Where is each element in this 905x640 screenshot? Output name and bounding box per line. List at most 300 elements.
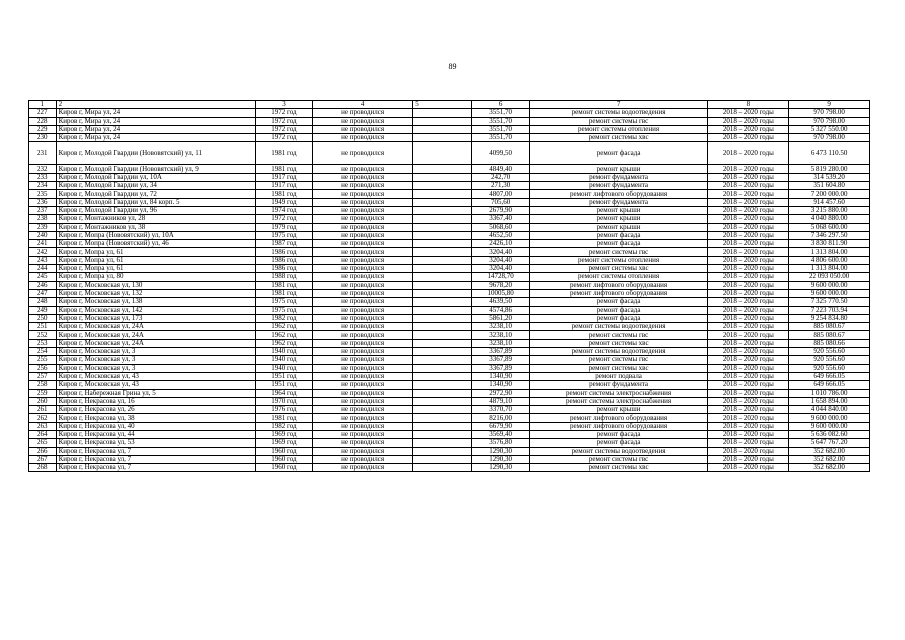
table-cell bbox=[413, 190, 472, 198]
table-cell: 248 bbox=[29, 298, 57, 306]
table-row bbox=[29, 414, 870, 422]
table-cell bbox=[413, 173, 472, 181]
table-cell: 1 bbox=[29, 101, 57, 109]
table-cell: 2018 – 2020 годы bbox=[708, 198, 789, 206]
table-cell: 7 200 000.00 bbox=[789, 190, 870, 198]
table-cell: 243 bbox=[29, 256, 57, 264]
table-cell bbox=[413, 323, 472, 331]
table-row bbox=[29, 223, 870, 231]
table-cell bbox=[413, 356, 472, 364]
table-cell: 265 bbox=[29, 439, 57, 447]
table-cell: 4849,40 bbox=[472, 165, 529, 173]
table-cell: 2018 – 2020 годы bbox=[708, 298, 789, 306]
table-cell: не проводился bbox=[313, 406, 413, 414]
table-cell: 4879,10 bbox=[472, 397, 529, 405]
table-cell: 3367,89 bbox=[472, 356, 529, 364]
table-row bbox=[29, 364, 870, 372]
table-cell: 1975 год bbox=[255, 298, 312, 306]
table-cell: 252 bbox=[29, 331, 57, 339]
table-cell: 1969 год bbox=[255, 430, 312, 438]
table-cell: 1969 год bbox=[255, 439, 312, 447]
table-cell: 2 bbox=[56, 101, 255, 109]
table-cell: 3370,70 bbox=[472, 406, 529, 414]
table-cell: 5861,20 bbox=[472, 314, 529, 322]
table-cell bbox=[413, 117, 472, 125]
table-cell: 5 636 082.60 bbox=[789, 430, 870, 438]
table-cell: не проводился bbox=[313, 414, 413, 422]
table-cell: 1 313 804.00 bbox=[789, 265, 870, 273]
table-cell: 4 040 880.00 bbox=[789, 215, 870, 223]
table-cell: не проводился bbox=[313, 223, 413, 231]
table-cell bbox=[413, 422, 472, 430]
table-cell: 5 819 280.00 bbox=[789, 165, 870, 173]
table-cell: 2426,10 bbox=[472, 240, 529, 248]
table-cell bbox=[413, 165, 472, 173]
table-cell: 3551,70 bbox=[472, 109, 529, 117]
table-cell: ремонт системы хвс bbox=[529, 464, 708, 472]
table-cell: 260 bbox=[29, 397, 57, 405]
table-cell: 3576,80 bbox=[472, 439, 529, 447]
table-cell: 2018 – 2020 годы bbox=[708, 381, 789, 389]
table-cell: 4 044 840.00 bbox=[789, 406, 870, 414]
table-cell: ремонт крыши bbox=[529, 223, 708, 231]
table-cell: не проводился bbox=[313, 464, 413, 472]
table-row bbox=[29, 265, 870, 273]
table-cell: 230 bbox=[29, 134, 57, 142]
table-row bbox=[29, 381, 870, 389]
table-cell: 885 080.67 bbox=[789, 331, 870, 339]
table-cell: 1975 год bbox=[255, 306, 312, 314]
table-cell: Киров г, Московская ул, 3 bbox=[56, 364, 255, 372]
table-cell: 232 bbox=[29, 165, 57, 173]
table-cell: 1982 год bbox=[255, 314, 312, 322]
table-cell: 1974 год bbox=[255, 206, 312, 214]
table-cell: ремонт фасада bbox=[529, 314, 708, 322]
table-cell: 2018 – 2020 годы bbox=[708, 364, 789, 372]
table-cell: не проводился bbox=[313, 182, 413, 190]
table-row bbox=[29, 190, 870, 198]
table-cell: 264 bbox=[29, 430, 57, 438]
table-cell: 259 bbox=[29, 389, 57, 397]
table-cell: Киров г, Мопра (Нововятский) ул, 10А bbox=[56, 231, 255, 239]
table-cell: ремонт системы гвс bbox=[529, 356, 708, 364]
table-cell: не проводился bbox=[313, 439, 413, 447]
table-cell: 2018 – 2020 годы bbox=[708, 455, 789, 463]
table-cell: не проводился bbox=[313, 298, 413, 306]
table-cell: Киров г, Московская ул, 132 bbox=[56, 289, 255, 297]
table-row bbox=[29, 240, 870, 248]
table-cell: 3204,40 bbox=[472, 265, 529, 273]
table-cell: Киров г, Московская ул, 24А bbox=[56, 339, 255, 347]
table-row bbox=[29, 306, 870, 314]
table-row bbox=[29, 298, 870, 306]
table-cell: 2018 – 2020 годы bbox=[708, 356, 789, 364]
table-row bbox=[29, 356, 870, 364]
table-row bbox=[29, 372, 870, 380]
table-row bbox=[29, 331, 870, 339]
table-cell: 2018 – 2020 годы bbox=[708, 372, 789, 380]
table-cell: Киров г, Мира ул, 24 bbox=[56, 117, 255, 125]
table-cell: 1917 год bbox=[255, 182, 312, 190]
table-row bbox=[29, 125, 870, 133]
table-cell: 4 bbox=[313, 101, 413, 109]
table-cell: 1 658 894.00 bbox=[789, 397, 870, 405]
table-cell: 1976 год bbox=[255, 406, 312, 414]
table-cell: 1972 год bbox=[255, 215, 312, 223]
table-cell: ремонт системы хвс bbox=[529, 339, 708, 347]
table-cell: 351 604.80 bbox=[789, 182, 870, 190]
table-cell: не проводился bbox=[313, 455, 413, 463]
table-cell: не проводился bbox=[313, 397, 413, 405]
table-cell: 2018 – 2020 годы bbox=[708, 182, 789, 190]
table-cell bbox=[413, 348, 472, 356]
table-cell: ремонт фундамента bbox=[529, 173, 708, 181]
table-cell: не проводился bbox=[313, 389, 413, 397]
table-cell: не проводился bbox=[313, 447, 413, 455]
table-row bbox=[29, 256, 870, 264]
table-cell: Киров г, Некрасова ул, 44 bbox=[56, 430, 255, 438]
table-cell: 1988 год bbox=[255, 273, 312, 281]
table-cell: 2018 – 2020 годы bbox=[708, 273, 789, 281]
table-cell: 2018 – 2020 годы bbox=[708, 248, 789, 256]
page-number: 89 bbox=[448, 62, 457, 71]
table-cell: Киров г, Московская ул, 138 bbox=[56, 298, 255, 306]
table-cell: ремонт системы гвс bbox=[529, 455, 708, 463]
table-cell: 241 bbox=[29, 240, 57, 248]
table-cell: 1951 год bbox=[255, 372, 312, 380]
table-cell: 970 798.00 bbox=[789, 109, 870, 117]
table-row bbox=[29, 389, 870, 397]
table-cell: 2018 – 2020 годы bbox=[708, 331, 789, 339]
table-cell: 2018 – 2020 годы bbox=[708, 339, 789, 347]
table-cell: не проводился bbox=[313, 289, 413, 297]
table-cell: Киров г, Московская ул, 173 bbox=[56, 314, 255, 322]
table-cell: 1960 год bbox=[255, 455, 312, 463]
table-cell: 235 bbox=[29, 190, 57, 198]
table-row bbox=[29, 206, 870, 214]
table-row bbox=[29, 281, 870, 289]
table-cell bbox=[413, 223, 472, 231]
table-cell: 253 bbox=[29, 339, 57, 347]
table-cell: 705,60 bbox=[472, 198, 529, 206]
table-body bbox=[29, 101, 870, 472]
table-cell: не проводился bbox=[313, 165, 413, 173]
table-cell: 920 556.60 bbox=[789, 356, 870, 364]
table-cell: 22 093 050.00 bbox=[789, 273, 870, 281]
table-cell: ремонт системы электроснабжения bbox=[529, 389, 708, 397]
table-cell bbox=[413, 273, 472, 281]
table-cell: 2018 – 2020 годы bbox=[708, 439, 789, 447]
table-cell: не проводился bbox=[313, 231, 413, 239]
table-cell bbox=[413, 265, 472, 273]
table-cell: 257 bbox=[29, 372, 57, 380]
table-cell: ремонт системы хвс bbox=[529, 364, 708, 372]
table-cell: 314 539.20 bbox=[789, 173, 870, 181]
table-cell: 1981 год bbox=[255, 414, 312, 422]
table-cell: 1972 год bbox=[255, 109, 312, 117]
table-cell: Киров г, Московская ул, 24А bbox=[56, 323, 255, 331]
table-cell: 649 666.05 bbox=[789, 381, 870, 389]
table-cell: 649 666.05 bbox=[789, 372, 870, 380]
table-cell: 1987 год bbox=[255, 240, 312, 248]
table-cell: Киров г, Мопра ул, 61 bbox=[56, 256, 255, 264]
table-cell: 352 682.00 bbox=[789, 455, 870, 463]
table-cell: 246 bbox=[29, 281, 57, 289]
table-cell: 2018 – 2020 годы bbox=[708, 464, 789, 472]
table-cell: 256 bbox=[29, 364, 57, 372]
table-cell: 970 798.00 bbox=[789, 117, 870, 125]
table-cell: 234 bbox=[29, 182, 57, 190]
table-cell: Киров г, Молодой Гвардии (Нововятский) ул, 11 bbox=[56, 142, 255, 165]
table-cell: Киров г, Московская ул, 43 bbox=[56, 381, 255, 389]
table-row bbox=[29, 142, 870, 165]
table-cell: 1981 год bbox=[255, 165, 312, 173]
table-row bbox=[29, 273, 870, 281]
table-cell: 2018 – 2020 годы bbox=[708, 125, 789, 133]
table-cell: 5 327 550.00 bbox=[789, 125, 870, 133]
table-cell: 2679,90 bbox=[472, 206, 529, 214]
table-cell: 4652,50 bbox=[472, 231, 529, 239]
table-cell: Киров г, Монтажников ул, 28 bbox=[56, 215, 255, 223]
table-cell: 5 647 767.20 bbox=[789, 439, 870, 447]
table-cell: Киров г, Некрасова ул, 40 bbox=[56, 422, 255, 430]
header-row bbox=[29, 101, 870, 109]
table-cell: 1340,90 bbox=[472, 381, 529, 389]
table-cell: Киров г, Мопра (Нововятский) ул, 46 bbox=[56, 240, 255, 248]
table-cell: ремонт лифтового оборудования bbox=[529, 190, 708, 198]
table-cell: 5 bbox=[413, 101, 472, 109]
table-row bbox=[29, 231, 870, 239]
table-cell: Киров г, Мопра ул, 61 bbox=[56, 265, 255, 273]
table-cell: не проводился bbox=[313, 364, 413, 372]
table-cell: 1972 год bbox=[255, 117, 312, 125]
table-row bbox=[29, 447, 870, 455]
table-cell: не проводился bbox=[313, 240, 413, 248]
table-cell: 9 254 834.80 bbox=[789, 314, 870, 322]
table-cell: 247 bbox=[29, 289, 57, 297]
table-cell: 9 600 000.00 bbox=[789, 281, 870, 289]
table-cell: 1981 год bbox=[255, 190, 312, 198]
table-cell: не проводился bbox=[313, 248, 413, 256]
table-cell: 262 bbox=[29, 414, 57, 422]
table-cell: 2972,90 bbox=[472, 389, 529, 397]
table-cell: 3367,89 bbox=[472, 364, 529, 372]
table-cell: 1290,30 bbox=[472, 455, 529, 463]
table-cell: 2018 – 2020 годы bbox=[708, 281, 789, 289]
table-cell: 1975 год bbox=[255, 231, 312, 239]
table-cell: 261 bbox=[29, 406, 57, 414]
table-cell: 3204,40 bbox=[472, 256, 529, 264]
table-cell: 8 bbox=[708, 101, 789, 109]
table-cell: 242,70 bbox=[472, 173, 529, 181]
table-cell: ремонт лифтового оборудования bbox=[529, 414, 708, 422]
table-cell: Киров г, Некрасова ул, 53 bbox=[56, 439, 255, 447]
table-cell: Киров г, Мира ул, 24 bbox=[56, 109, 255, 117]
table-cell: не проводился bbox=[313, 372, 413, 380]
table-row bbox=[29, 323, 870, 331]
table-cell: 2018 – 2020 годы bbox=[708, 206, 789, 214]
table-cell: 970 798.00 bbox=[789, 134, 870, 142]
table-cell: 258 bbox=[29, 381, 57, 389]
table-cell: ремонт лифтового оборудования bbox=[529, 422, 708, 430]
table-cell: 240 bbox=[29, 231, 57, 239]
table-cell: 2018 – 2020 годы bbox=[708, 306, 789, 314]
table-cell: Киров г, Московская ул, 3 bbox=[56, 356, 255, 364]
table-cell: 7 bbox=[529, 101, 708, 109]
table-row bbox=[29, 397, 870, 405]
table-cell: Киров г, Молодой Гвардии (Нововятский) ул, 9 bbox=[56, 165, 255, 173]
table-cell: ремонт фасада bbox=[529, 142, 708, 165]
table-cell: 885 080.67 bbox=[789, 323, 870, 331]
table-cell: Киров г, Мопра ул, 80 bbox=[56, 273, 255, 281]
table-cell: не проводился bbox=[313, 117, 413, 125]
table-cell bbox=[413, 314, 472, 322]
table-cell: ремонт системы гвс bbox=[529, 331, 708, 339]
table-cell: 3551,70 bbox=[472, 134, 529, 142]
table-cell: 1340,90 bbox=[472, 372, 529, 380]
table-row bbox=[29, 117, 870, 125]
table-cell: не проводился bbox=[313, 190, 413, 198]
table-cell: ремонт фасада bbox=[529, 439, 708, 447]
table-cell: 2018 – 2020 годы bbox=[708, 134, 789, 142]
table-cell: ремонт системы отопления bbox=[529, 273, 708, 281]
table-cell: Киров г, Некрасова ул, 26 bbox=[56, 406, 255, 414]
table-cell bbox=[413, 198, 472, 206]
table-cell: 1949 год bbox=[255, 198, 312, 206]
table-row bbox=[29, 314, 870, 322]
table-cell: не проводился bbox=[313, 339, 413, 347]
table-cell: 4639,50 bbox=[472, 298, 529, 306]
table-cell: Киров г, Молодой Гвардии ул, 96 bbox=[56, 206, 255, 214]
table-cell: Киров г, Некрасова ул, 7 bbox=[56, 455, 255, 463]
table-cell bbox=[413, 125, 472, 133]
table-cell: 4574,86 bbox=[472, 306, 529, 314]
table-cell: Киров г, Молодой Гвардии ул, 10А bbox=[56, 173, 255, 181]
table-cell: 2018 – 2020 годы bbox=[708, 314, 789, 322]
table-cell: 1986 год bbox=[255, 256, 312, 264]
table-cell: 1986 год bbox=[255, 265, 312, 273]
table-cell bbox=[413, 414, 472, 422]
table-cell: ремонт системы водоотведения bbox=[529, 348, 708, 356]
table-row bbox=[29, 215, 870, 223]
table-cell: 263 bbox=[29, 422, 57, 430]
table-cell: Киров г, Некрасова ул, 7 bbox=[56, 447, 255, 455]
table-cell: 9 bbox=[789, 101, 870, 109]
table-cell: 3367,89 bbox=[472, 348, 529, 356]
table-cell: Киров г, Молодой Гвардии ул, 72 bbox=[56, 190, 255, 198]
table-cell: 1917 год bbox=[255, 173, 312, 181]
table-cell: Киров г, Некрасова ул, 16 bbox=[56, 397, 255, 405]
table-cell: 2018 – 2020 годы bbox=[708, 447, 789, 455]
table-cell: 2018 – 2020 годы bbox=[708, 348, 789, 356]
table-cell: ремонт фундамента bbox=[529, 381, 708, 389]
table-cell: 255 bbox=[29, 356, 57, 364]
table-cell: 3238,10 bbox=[472, 339, 529, 347]
table-cell: 1986 год bbox=[255, 248, 312, 256]
table-cell: не проводился bbox=[313, 306, 413, 314]
table-cell: 2018 – 2020 годы bbox=[708, 117, 789, 125]
table-cell: 7 346 297.50 bbox=[789, 231, 870, 239]
table-cell: 238 bbox=[29, 215, 57, 223]
table-cell: 2018 – 2020 годы bbox=[708, 430, 789, 438]
table-row bbox=[29, 455, 870, 463]
table-row bbox=[29, 348, 870, 356]
table-cell: 914 457.60 bbox=[789, 198, 870, 206]
table-cell: 271,30 bbox=[472, 182, 529, 190]
table-cell bbox=[413, 339, 472, 347]
table-cell: 236 bbox=[29, 198, 57, 206]
table-cell bbox=[413, 430, 472, 438]
table-cell: 2018 – 2020 годы bbox=[708, 240, 789, 248]
table-cell: ремонт системы отопления bbox=[529, 256, 708, 264]
table-cell: не проводился bbox=[313, 215, 413, 223]
table-cell: 1982 год bbox=[255, 422, 312, 430]
table-cell: 2018 – 2020 годы bbox=[708, 414, 789, 422]
table-cell: ремонт системы водоотведения bbox=[529, 109, 708, 117]
table-cell: 5 068 600.00 bbox=[789, 223, 870, 231]
table-cell: 6679,90 bbox=[472, 422, 529, 430]
table-cell: 14728,70 bbox=[472, 273, 529, 281]
table-cell: не проводился bbox=[313, 198, 413, 206]
table-cell: 268 bbox=[29, 464, 57, 472]
table-cell: не проводился bbox=[313, 125, 413, 133]
table-cell bbox=[413, 298, 472, 306]
table-cell: 3569,40 bbox=[472, 430, 529, 438]
table-cell: 254 bbox=[29, 348, 57, 356]
table-cell: 1290,30 bbox=[472, 464, 529, 472]
table-cell: 4807,00 bbox=[472, 190, 529, 198]
table-cell: ремонт крыши bbox=[529, 165, 708, 173]
table-cell: 920 556.60 bbox=[789, 348, 870, 356]
table-cell: 9678,20 bbox=[472, 281, 529, 289]
table-cell bbox=[413, 381, 472, 389]
table-cell: ремонт системы гвс bbox=[529, 248, 708, 256]
table-row bbox=[29, 173, 870, 181]
table-cell: Киров г, Набережная Грина ул, 5 bbox=[56, 389, 255, 397]
table-cell bbox=[413, 206, 472, 214]
table-cell: 3 830 811.90 bbox=[789, 240, 870, 248]
table-cell: 231 bbox=[29, 142, 57, 165]
table-cell bbox=[413, 240, 472, 248]
table-cell: 2018 – 2020 годы bbox=[708, 406, 789, 414]
table-cell: Киров г, Некрасова ул, 7 bbox=[56, 464, 255, 472]
table-cell: ремонт фасада bbox=[529, 306, 708, 314]
table-cell: 251 bbox=[29, 323, 57, 331]
table-cell: 2018 – 2020 годы bbox=[708, 223, 789, 231]
table-cell: 266 bbox=[29, 447, 57, 455]
table-cell: 2018 – 2020 годы bbox=[708, 256, 789, 264]
table-cell: 920 556.60 bbox=[789, 364, 870, 372]
table-cell: 239 bbox=[29, 223, 57, 231]
table-cell: ремонт системы водоотведения bbox=[529, 323, 708, 331]
table-cell: 1979 год bbox=[255, 223, 312, 231]
table-cell bbox=[413, 397, 472, 405]
table-cell bbox=[413, 364, 472, 372]
table-cell: 1290,30 bbox=[472, 447, 529, 455]
table-cell: не проводился bbox=[313, 281, 413, 289]
table-cell: 1960 год bbox=[255, 464, 312, 472]
table-cell: не проводился bbox=[313, 206, 413, 214]
table-row bbox=[29, 339, 870, 347]
table-cell: не проводился bbox=[313, 422, 413, 430]
table-cell: ремонт системы водоотведения bbox=[529, 447, 708, 455]
table-cell: 7 325 770.50 bbox=[789, 298, 870, 306]
table-row bbox=[29, 165, 870, 173]
table-cell: 1964 год bbox=[255, 389, 312, 397]
table-cell: 1940 год bbox=[255, 356, 312, 364]
table-row bbox=[29, 406, 870, 414]
table-cell bbox=[413, 447, 472, 455]
